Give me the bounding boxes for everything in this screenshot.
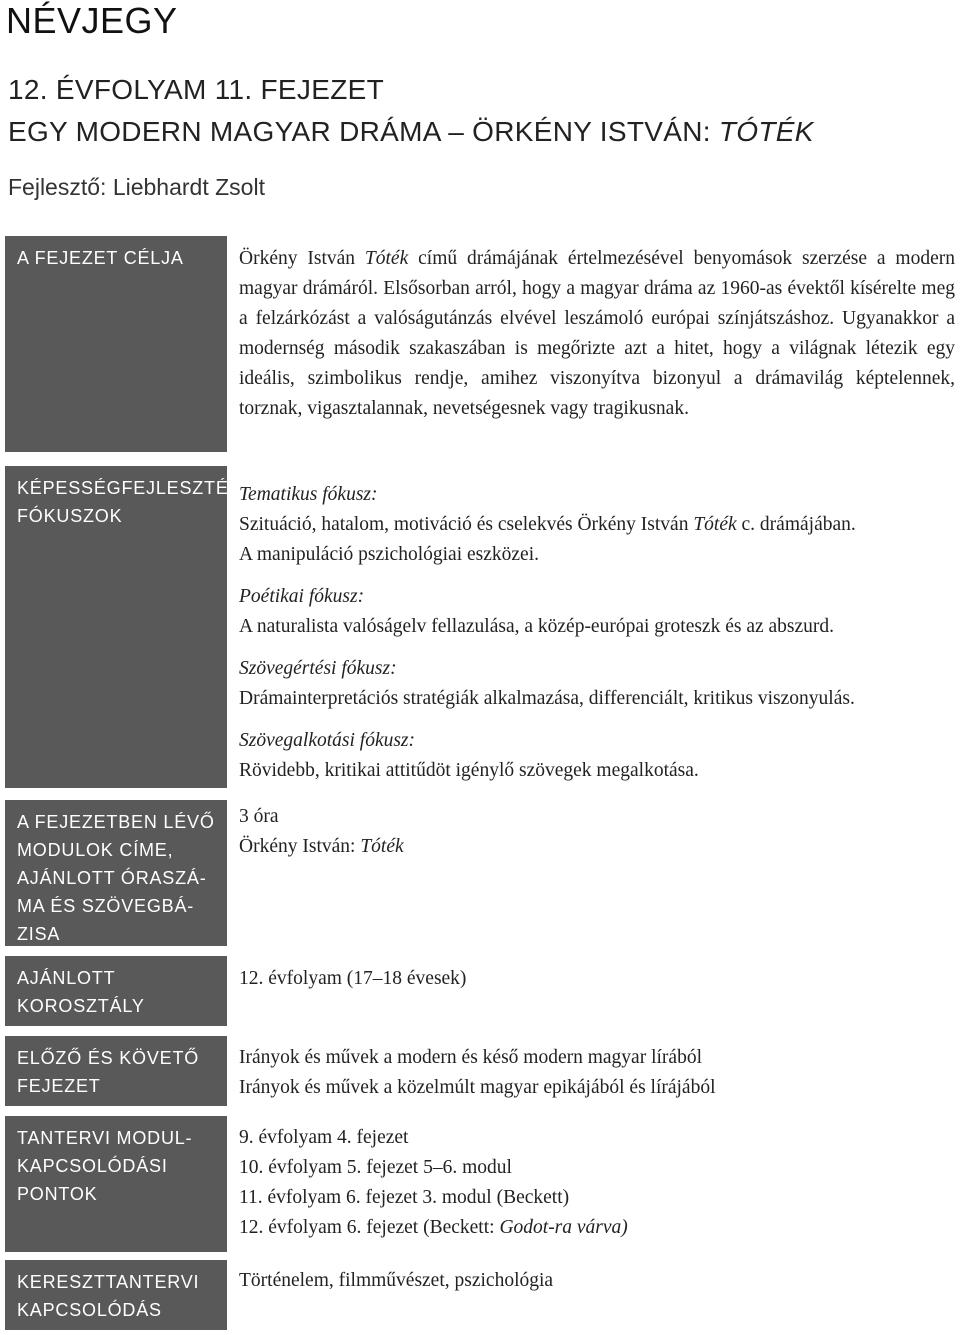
- label-modules-line3: AJÁNLOTT ÓRASZÁ-: [17, 868, 207, 888]
- curriculum-line1: 9. évfolyam 4. fejezet: [239, 1127, 409, 1148]
- age-text: 12. évfolyam (17–18 évesek): [239, 968, 467, 989]
- thematic-text-a: Szituáció, hatalom, motiváció és cselekvés Örkény István: [239, 514, 694, 535]
- comprehension-focus-text: Drámainterpretációs stratégiák alkalmazása, differenciált, kritikus viszonyulás.: [239, 688, 855, 709]
- developer-credit: Fejlesztő: Liebhardt Zsolt: [8, 174, 265, 200]
- curriculum-line4: [239, 1213, 955, 1243]
- chapter-number: 12. ÉVFOLYAM 11. FEJEZET: [8, 74, 384, 105]
- label-cross-line1: KERESZTTANTERVI: [17, 1272, 200, 1292]
- content-focus: [239, 480, 955, 786]
- page-title: NÉVJEGY: [6, 0, 178, 41]
- comprehension-focus-heading: Szövegértési fókusz:: [239, 658, 397, 679]
- content-modules: [239, 802, 955, 862]
- curriculum-line2: 10. évfolyam 5. fejezet 5–6. modul: [239, 1157, 512, 1178]
- curriculum-line4-work: Godot-ra várva): [499, 1217, 628, 1238]
- thematic-text-work: Tóték: [693, 514, 737, 535]
- goal-text-a: Örkény István: [239, 248, 365, 269]
- row-modules: [5, 800, 955, 946]
- chapter-title-prefix: EGY MODERN MAGYAR DRÁMA – ÖRKÉNY ISTVÁN:: [8, 116, 719, 147]
- module-text-base: [239, 832, 955, 862]
- thematic-text-c: c. drámájában.: [736, 514, 856, 535]
- thematic-focus-heading: Tematikus fókusz:: [239, 484, 378, 505]
- curriculum-line3: 11. évfolyam 6. fejezet 3. modul (Beckett): [239, 1187, 570, 1208]
- goal-text-c: című drámájának értelmezésével benyomások szerzése a modern magyar drámáról. Elsősorban arról, hogy a magyar dráma az 1960-as évektől kísérelte meg a felzárkózást a valóságutánzás elvével leszámoló európai színjátszáshoz. Ugyanakkor a modernség második szakaszában is megőrizte azt a hitet, hogy a világnak létezik egy ideális, szimbolikus rendje, amihez viszonyítva bizonyul a drámavilág képtelennek, torznak, vigasztalannak, nevetségesnek vagy tragikusnak.: [239, 248, 955, 419]
- thematic-focus-line2: A manipuláció pszichológiai eszközei.: [239, 544, 539, 565]
- label-modules-line4: MA ÉS SZÖVEGBÁ-: [17, 896, 195, 916]
- label-focus: [5, 466, 248, 788]
- label-modules-line2: MODULOK CÍME,: [17, 840, 174, 860]
- row-age: [5, 956, 955, 1026]
- row-focus: [5, 466, 955, 788]
- content-curriculum: [239, 1123, 955, 1243]
- label-age-line1: AJÁNLOTT: [17, 968, 116, 988]
- prevnext-line1: Irányok és művek a modern és késő modern magyar lírából: [239, 1047, 702, 1068]
- label-prevnext-line1: ELŐZŐ ÉS KÖVETŐ: [17, 1048, 200, 1068]
- label-curriculum-line2: KAPCSOLÓDÁSI: [17, 1156, 168, 1176]
- label-goal-text: A FEJEZET CÉLJA: [17, 248, 184, 268]
- label-focus-line1: KÉPESSÉGFEJLESZTÉSI: [17, 478, 248, 498]
- content-cross: [239, 1266, 955, 1296]
- label-prevnext: [5, 1036, 227, 1106]
- label-prevnext-line2: FEJEZET: [17, 1076, 101, 1096]
- row-cross: [5, 1260, 955, 1330]
- poetic-focus-heading: Poétikai fókusz:: [239, 586, 365, 607]
- label-goal: [5, 236, 227, 452]
- label-modules: [5, 800, 227, 946]
- cross-text: Történelem, filmművészet, pszichológia: [239, 1270, 554, 1291]
- goal-text-work: Tóték: [364, 248, 409, 269]
- content-prevnext: [239, 1043, 955, 1103]
- curriculum-line4-a: 12. évfolyam 6. fejezet (Beckett:: [239, 1217, 500, 1238]
- row-goal: [5, 236, 955, 452]
- label-cross: [5, 1260, 227, 1330]
- thematic-focus-line1: [239, 510, 955, 540]
- chapter-title: [8, 116, 814, 148]
- content-goal: [239, 244, 955, 424]
- prevnext-line2: Irányok és művek a közelmúlt magyar epikájából és lírájából: [239, 1077, 716, 1098]
- content-age: [239, 964, 955, 994]
- label-curriculum: [5, 1116, 227, 1252]
- poetic-focus-text: A naturalista valóságelv fellazulása, a közép-európai groteszk és az abszurd.: [239, 616, 835, 637]
- module-hours: 3 óra: [239, 806, 279, 827]
- module-work: Tóték: [360, 836, 404, 857]
- chapter-title-work: TÓTÉK: [718, 116, 814, 147]
- composition-focus-heading: Szövegalkotási fókusz:: [239, 730, 416, 751]
- row-curriculum: [5, 1116, 955, 1252]
- module-author: Örkény István:: [239, 836, 361, 857]
- label-cross-line2: KAPCSOLÓDÁS: [17, 1300, 162, 1320]
- label-focus-line2: FÓKUSZOK: [17, 506, 123, 526]
- goal-paragraph: [239, 244, 955, 424]
- label-modules-line5: ZISA: [17, 924, 61, 944]
- label-curriculum-line1: TANTERVI MODUL-: [17, 1128, 193, 1148]
- composition-focus-text: Rövidebb, kritikai attitűdöt igénylő szövegek megalkotása.: [239, 760, 699, 781]
- label-modules-line1: A FEJEZETBEN LÉVŐ: [17, 812, 215, 832]
- label-age: [5, 956, 227, 1026]
- label-curriculum-line3: PONTOK: [17, 1184, 98, 1204]
- label-age-line2: KOROSZTÁLY: [17, 996, 145, 1016]
- row-prevnext: [5, 1036, 955, 1106]
